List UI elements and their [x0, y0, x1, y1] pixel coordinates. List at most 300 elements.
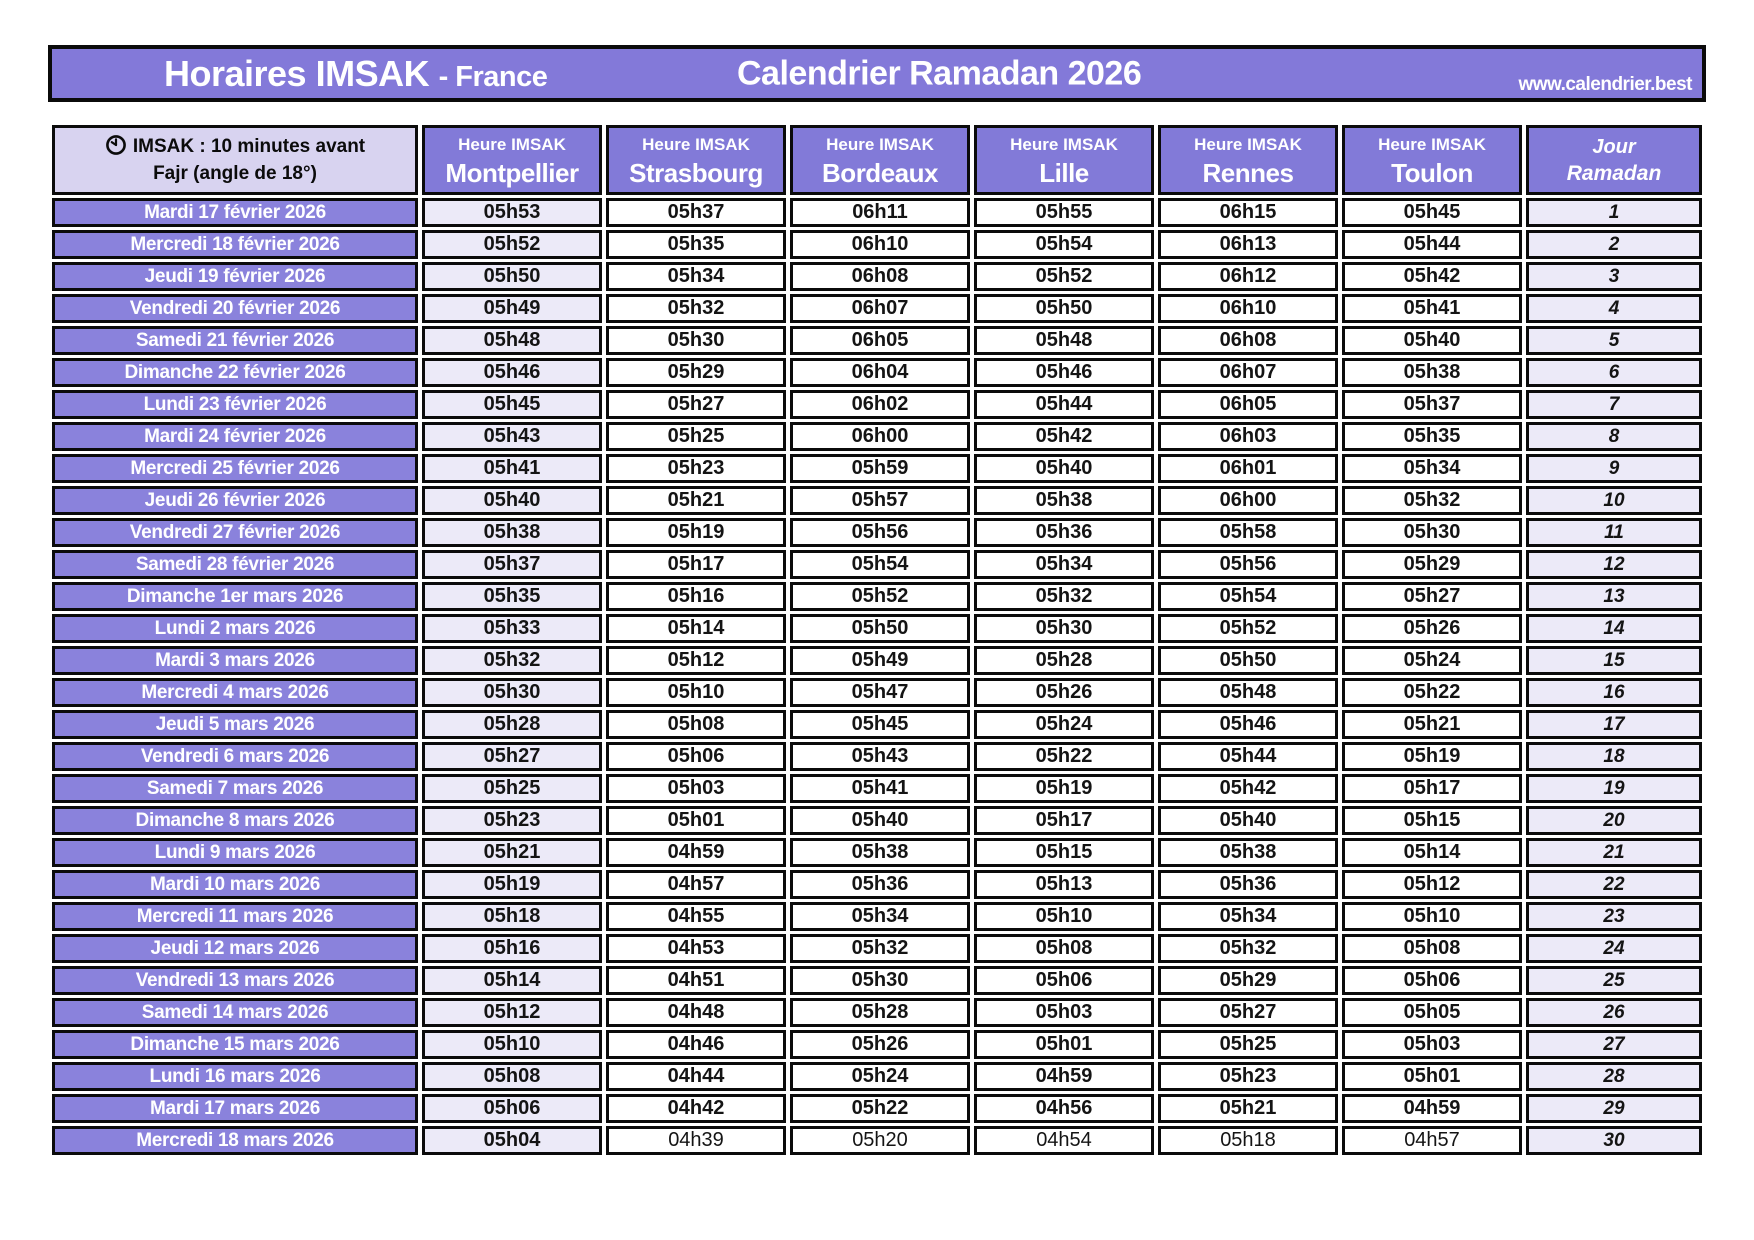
time-cell-strasbourg: 05h19 — [606, 518, 786, 547]
time-cell-toulon: 05h21 — [1342, 710, 1522, 739]
time-cell-bordeaux: 05h56 — [790, 518, 970, 547]
column-header-montpellier — [422, 125, 602, 195]
ramadan-day-cell: 7 — [1526, 390, 1702, 419]
column-subtitle: Heure IMSAK — [642, 135, 750, 154]
date-cell: Samedi 14 mars 2026 — [52, 998, 418, 1027]
time-cell-toulon: 05h14 — [1342, 838, 1522, 867]
time-cell-montpellier: 05h48 — [422, 326, 602, 355]
table-body — [52, 198, 1702, 1155]
time-cell-strasbourg: 04h42 — [606, 1094, 786, 1123]
page-title-region: - France — [438, 60, 548, 93]
time-cell-lille: 04h54 — [974, 1126, 1154, 1155]
time-cell-rennes: 06h03 — [1158, 422, 1338, 451]
table-row — [52, 838, 1702, 867]
column-header-rennes — [1158, 125, 1338, 195]
ramadan-day-header-line1: Jour — [1592, 136, 1636, 158]
time-cell-toulon: 05h27 — [1342, 582, 1522, 611]
time-cell-bordeaux: 05h43 — [790, 742, 970, 771]
time-cell-rennes: 05h56 — [1158, 550, 1338, 579]
ramadan-day-cell: 15 — [1526, 646, 1702, 675]
time-cell-rennes: 05h48 — [1158, 678, 1338, 707]
column-subtitle: Heure IMSAK — [1010, 135, 1118, 154]
clock-icon — [105, 136, 133, 157]
time-cell-bordeaux: 05h20 — [790, 1126, 970, 1155]
time-cell-strasbourg: 04h53 — [606, 934, 786, 963]
ramadan-day-cell: 22 — [1526, 870, 1702, 899]
ramadan-day-cell: 5 — [1526, 326, 1702, 355]
ramadan-day-cell: 13 — [1526, 582, 1702, 611]
date-cell: Vendredi 6 mars 2026 — [52, 742, 418, 771]
time-cell-toulon: 05h01 — [1342, 1062, 1522, 1091]
time-cell-montpellier: 05h37 — [422, 550, 602, 579]
time-cell-montpellier: 05h50 — [422, 262, 602, 291]
time-cell-strasbourg: 04h39 — [606, 1126, 786, 1155]
time-cell-montpellier: 05h32 — [422, 646, 602, 675]
time-cell-montpellier: 05h08 — [422, 1062, 602, 1091]
date-cell: Mercredi 11 mars 2026 — [52, 902, 418, 931]
time-cell-lille: 05h36 — [974, 518, 1154, 547]
ramadan-day-cell: 23 — [1526, 902, 1702, 931]
date-cell: Lundi 16 mars 2026 — [52, 1062, 418, 1091]
ramadan-day-cell: 12 — [1526, 550, 1702, 579]
time-cell-strasbourg: 05h08 — [606, 710, 786, 739]
date-cell: Dimanche 15 mars 2026 — [52, 1030, 418, 1059]
website-url: www.calendrier.best — [1518, 74, 1692, 95]
time-cell-rennes: 05h40 — [1158, 806, 1338, 835]
time-cell-bordeaux: 05h40 — [790, 806, 970, 835]
ramadan-day-cell: 3 — [1526, 262, 1702, 291]
time-cell-montpellier: 05h23 — [422, 806, 602, 835]
city-name: Rennes — [1202, 158, 1294, 188]
date-cell: Mercredi 18 février 2026 — [52, 230, 418, 259]
time-cell-lille: 05h22 — [974, 742, 1154, 771]
date-cell: Vendredi 20 février 2026 — [52, 294, 418, 323]
table-row — [52, 646, 1702, 675]
date-cell: Dimanche 22 février 2026 — [52, 358, 418, 387]
column-header-lille — [974, 125, 1154, 195]
time-cell-strasbourg: 05h34 — [606, 262, 786, 291]
date-cell: Dimanche 8 mars 2026 — [52, 806, 418, 835]
city-name: Lille — [1039, 158, 1089, 188]
ramadan-day-cell: 26 — [1526, 998, 1702, 1027]
table-row — [52, 934, 1702, 963]
time-cell-bordeaux: 05h45 — [790, 710, 970, 739]
time-cell-toulon: 05h22 — [1342, 678, 1522, 707]
column-header-ramadan-day — [1526, 125, 1702, 195]
time-cell-toulon: 05h24 — [1342, 646, 1522, 675]
imsak-definition-header — [52, 125, 418, 195]
time-cell-montpellier: 05h45 — [422, 390, 602, 419]
time-cell-lille: 05h50 — [974, 294, 1154, 323]
date-cell: Samedi 21 février 2026 — [52, 326, 418, 355]
time-cell-rennes: 05h29 — [1158, 966, 1338, 995]
time-cell-rennes: 05h54 — [1158, 582, 1338, 611]
time-cell-strasbourg: 05h14 — [606, 614, 786, 643]
date-cell: Vendredi 27 février 2026 — [52, 518, 418, 547]
time-cell-bordeaux: 05h34 — [790, 902, 970, 931]
time-cell-montpellier: 05h16 — [422, 934, 602, 963]
table-row — [52, 486, 1702, 515]
time-cell-strasbourg: 05h21 — [606, 486, 786, 515]
time-cell-toulon: 05h29 — [1342, 550, 1522, 579]
time-cell-toulon: 05h26 — [1342, 614, 1522, 643]
time-cell-montpellier: 05h04 — [422, 1126, 602, 1155]
date-cell: Mardi 10 mars 2026 — [52, 870, 418, 899]
time-cell-bordeaux: 05h59 — [790, 454, 970, 483]
time-cell-toulon: 05h30 — [1342, 518, 1522, 547]
ramadan-day-cell: 21 — [1526, 838, 1702, 867]
time-cell-toulon: 05h05 — [1342, 998, 1522, 1027]
table-row — [52, 998, 1702, 1027]
table-row — [52, 1030, 1702, 1059]
time-cell-strasbourg: 04h55 — [606, 902, 786, 931]
city-name: Bordeaux — [822, 158, 938, 188]
time-cell-strasbourg: 05h37 — [606, 198, 786, 227]
time-cell-montpellier: 05h25 — [422, 774, 602, 803]
time-cell-lille: 05h52 — [974, 262, 1154, 291]
column-subtitle: Heure IMSAK — [826, 135, 934, 154]
ramadan-day-cell: 19 — [1526, 774, 1702, 803]
page-title — [164, 53, 547, 95]
time-cell-lille: 05h08 — [974, 934, 1154, 963]
time-cell-strasbourg: 05h12 — [606, 646, 786, 675]
time-cell-bordeaux: 06h05 — [790, 326, 970, 355]
time-cell-rennes: 06h00 — [1158, 486, 1338, 515]
time-cell-strasbourg: 05h06 — [606, 742, 786, 771]
ramadan-day-cell: 2 — [1526, 230, 1702, 259]
date-cell: Jeudi 26 février 2026 — [52, 486, 418, 515]
date-cell: Mardi 17 mars 2026 — [52, 1094, 418, 1123]
time-cell-lille: 05h28 — [974, 646, 1154, 675]
time-cell-toulon: 05h45 — [1342, 198, 1522, 227]
time-cell-strasbourg: 05h17 — [606, 550, 786, 579]
time-cell-rennes: 06h13 — [1158, 230, 1338, 259]
time-cell-bordeaux: 05h30 — [790, 966, 970, 995]
table-row — [52, 1126, 1702, 1155]
time-cell-toulon: 05h08 — [1342, 934, 1522, 963]
time-cell-montpellier: 05h49 — [422, 294, 602, 323]
date-cell: Lundi 23 février 2026 — [52, 390, 418, 419]
time-cell-montpellier: 05h21 — [422, 838, 602, 867]
date-cell: Samedi 7 mars 2026 — [52, 774, 418, 803]
time-cell-toulon: 05h41 — [1342, 294, 1522, 323]
time-cell-lille: 05h24 — [974, 710, 1154, 739]
time-cell-toulon: 05h12 — [1342, 870, 1522, 899]
table-row — [52, 454, 1702, 483]
date-cell: Mardi 17 février 2026 — [52, 198, 418, 227]
time-cell-bordeaux: 05h32 — [790, 934, 970, 963]
time-cell-bordeaux: 06h04 — [790, 358, 970, 387]
time-cell-toulon: 05h35 — [1342, 422, 1522, 451]
table-row — [52, 966, 1702, 995]
ramadan-day-cell: 14 — [1526, 614, 1702, 643]
time-cell-rennes: 05h52 — [1158, 614, 1338, 643]
time-cell-lille: 05h30 — [974, 614, 1154, 643]
time-cell-lille: 05h44 — [974, 390, 1154, 419]
column-header-strasbourg — [606, 125, 786, 195]
ramadan-day-cell: 16 — [1526, 678, 1702, 707]
time-cell-strasbourg: 04h46 — [606, 1030, 786, 1059]
time-cell-lille: 05h34 — [974, 550, 1154, 579]
time-cell-bordeaux: 05h24 — [790, 1062, 970, 1091]
date-cell: Dimanche 1er mars 2026 — [52, 582, 418, 611]
table-row — [52, 294, 1702, 323]
time-cell-montpellier: 05h30 — [422, 678, 602, 707]
time-cell-montpellier: 05h46 — [422, 358, 602, 387]
time-cell-montpellier: 05h12 — [422, 998, 602, 1027]
time-cell-toulon: 05h32 — [1342, 486, 1522, 515]
time-cell-bordeaux: 06h10 — [790, 230, 970, 259]
table-row — [52, 326, 1702, 355]
imsak-times-table — [48, 122, 1706, 1158]
ramadan-day-cell: 20 — [1526, 806, 1702, 835]
ramadan-day-cell: 29 — [1526, 1094, 1702, 1123]
table-row — [52, 870, 1702, 899]
table-row — [52, 262, 1702, 291]
time-cell-lille: 05h06 — [974, 966, 1154, 995]
time-cell-lille: 05h03 — [974, 998, 1154, 1027]
table-row — [52, 582, 1702, 611]
time-cell-toulon: 05h03 — [1342, 1030, 1522, 1059]
date-cell: Lundi 2 mars 2026 — [52, 614, 418, 643]
time-cell-bordeaux: 05h47 — [790, 678, 970, 707]
time-cell-lille: 05h01 — [974, 1030, 1154, 1059]
table-row — [52, 806, 1702, 835]
time-cell-toulon: 04h57 — [1342, 1126, 1522, 1155]
ramadan-day-cell: 6 — [1526, 358, 1702, 387]
ramadan-day-header-line2: Ramadan — [1566, 162, 1662, 185]
date-cell: Vendredi 13 mars 2026 — [52, 966, 418, 995]
city-name: Toulon — [1391, 158, 1473, 188]
ramadan-day-cell: 4 — [1526, 294, 1702, 323]
time-cell-rennes: 05h23 — [1158, 1062, 1338, 1091]
time-cell-bordeaux: 05h38 — [790, 838, 970, 867]
time-cell-toulon: 05h06 — [1342, 966, 1522, 995]
time-cell-bordeaux: 05h36 — [790, 870, 970, 899]
time-cell-strasbourg: 05h32 — [606, 294, 786, 323]
ramadan-day-cell: 8 — [1526, 422, 1702, 451]
time-cell-toulon: 05h44 — [1342, 230, 1522, 259]
table-row — [52, 230, 1702, 259]
time-cell-bordeaux: 05h57 — [790, 486, 970, 515]
ramadan-day-cell: 24 — [1526, 934, 1702, 963]
time-cell-montpellier: 05h40 — [422, 486, 602, 515]
time-cell-rennes: 05h44 — [1158, 742, 1338, 771]
time-cell-lille: 05h15 — [974, 838, 1154, 867]
date-cell: Lundi 9 mars 2026 — [52, 838, 418, 867]
time-cell-toulon: 05h37 — [1342, 390, 1522, 419]
table-row — [52, 774, 1702, 803]
time-cell-rennes: 05h36 — [1158, 870, 1338, 899]
table-row — [52, 390, 1702, 419]
time-cell-toulon: 05h40 — [1342, 326, 1522, 355]
table-row — [52, 358, 1702, 387]
ramadan-day-cell: 25 — [1526, 966, 1702, 995]
table-row — [52, 1062, 1702, 1091]
ramadan-day-cell: 9 — [1526, 454, 1702, 483]
table-row — [52, 518, 1702, 547]
time-cell-rennes: 05h21 — [1158, 1094, 1338, 1123]
column-subtitle: Heure IMSAK — [1378, 135, 1486, 154]
time-cell-montpellier: 05h10 — [422, 1030, 602, 1059]
city-name: Montpellier — [445, 158, 579, 188]
date-cell: Mercredi 18 mars 2026 — [52, 1126, 418, 1155]
time-cell-toulon: 05h42 — [1342, 262, 1522, 291]
ramadan-day-cell: 10 — [1526, 486, 1702, 515]
date-cell: Mercredi 25 février 2026 — [52, 454, 418, 483]
time-cell-rennes: 06h05 — [1158, 390, 1338, 419]
time-cell-montpellier: 05h18 — [422, 902, 602, 931]
time-cell-rennes: 05h38 — [1158, 838, 1338, 867]
time-cell-lille: 04h56 — [974, 1094, 1154, 1123]
time-cell-strasbourg: 04h57 — [606, 870, 786, 899]
time-cell-bordeaux: 05h54 — [790, 550, 970, 579]
column-header-bordeaux — [790, 125, 970, 195]
time-cell-lille: 05h13 — [974, 870, 1154, 899]
ramadan-day-cell: 30 — [1526, 1126, 1702, 1155]
time-cell-lille: 05h17 — [974, 806, 1154, 835]
time-cell-montpellier: 05h38 — [422, 518, 602, 547]
time-cell-lille: 05h42 — [974, 422, 1154, 451]
time-cell-rennes: 06h12 — [1158, 262, 1338, 291]
ramadan-day-cell: 1 — [1526, 198, 1702, 227]
time-cell-bordeaux: 05h50 — [790, 614, 970, 643]
time-cell-rennes: 05h32 — [1158, 934, 1338, 963]
table-row — [52, 198, 1702, 227]
column-subtitle: Heure IMSAK — [458, 135, 566, 154]
table-row — [52, 710, 1702, 739]
time-cell-lille: 05h10 — [974, 902, 1154, 931]
date-cell: Jeudi 5 mars 2026 — [52, 710, 418, 739]
table-row — [52, 550, 1702, 579]
time-cell-rennes: 05h27 — [1158, 998, 1338, 1027]
date-cell: Jeudi 12 mars 2026 — [52, 934, 418, 963]
time-cell-montpellier: 05h19 — [422, 870, 602, 899]
date-cell: Mercredi 4 mars 2026 — [52, 678, 418, 707]
time-cell-montpellier: 05h06 — [422, 1094, 602, 1123]
time-cell-strasbourg: 05h25 — [606, 422, 786, 451]
time-cell-rennes: 05h50 — [1158, 646, 1338, 675]
date-cell: Mardi 3 mars 2026 — [52, 646, 418, 675]
ramadan-day-cell: 17 — [1526, 710, 1702, 739]
time-cell-rennes: 05h42 — [1158, 774, 1338, 803]
time-cell-lille: 05h48 — [974, 326, 1154, 355]
time-cell-strasbourg: 04h44 — [606, 1062, 786, 1091]
time-cell-montpellier: 05h28 — [422, 710, 602, 739]
time-cell-lille: 05h32 — [974, 582, 1154, 611]
time-cell-rennes: 06h01 — [1158, 454, 1338, 483]
table-row — [52, 742, 1702, 771]
time-cell-montpellier: 05h53 — [422, 198, 602, 227]
time-cell-rennes: 06h10 — [1158, 294, 1338, 323]
time-cell-lille: 05h38 — [974, 486, 1154, 515]
time-cell-rennes: 06h15 — [1158, 198, 1338, 227]
ramadan-day-cell: 18 — [1526, 742, 1702, 771]
time-cell-toulon: 05h17 — [1342, 774, 1522, 803]
time-cell-montpellier: 05h35 — [422, 582, 602, 611]
time-cell-montpellier: 05h33 — [422, 614, 602, 643]
time-cell-toulon: 04h59 — [1342, 1094, 1522, 1123]
date-cell: Mardi 24 février 2026 — [52, 422, 418, 451]
time-cell-toulon: 05h10 — [1342, 902, 1522, 931]
ramadan-day-cell: 11 — [1526, 518, 1702, 547]
time-cell-rennes: 05h18 — [1158, 1126, 1338, 1155]
date-cell: Samedi 28 février 2026 — [52, 550, 418, 579]
table-row — [52, 678, 1702, 707]
time-cell-strasbourg: 05h16 — [606, 582, 786, 611]
time-cell-strasbourg: 05h35 — [606, 230, 786, 259]
time-cell-rennes: 06h08 — [1158, 326, 1338, 355]
table-row — [52, 902, 1702, 931]
time-cell-strasbourg: 04h59 — [606, 838, 786, 867]
column-header-toulon — [1342, 125, 1522, 195]
time-cell-lille: 04h59 — [974, 1062, 1154, 1091]
time-cell-montpellier: 05h52 — [422, 230, 602, 259]
time-cell-montpellier: 05h41 — [422, 454, 602, 483]
time-cell-bordeaux: 05h26 — [790, 1030, 970, 1059]
time-cell-bordeaux: 05h52 — [790, 582, 970, 611]
time-cell-strasbourg: 05h23 — [606, 454, 786, 483]
table-row — [52, 422, 1702, 451]
header-banner — [48, 45, 1706, 102]
time-cell-lille: 05h40 — [974, 454, 1154, 483]
time-cell-bordeaux: 06h02 — [790, 390, 970, 419]
ramadan-day-cell: 27 — [1526, 1030, 1702, 1059]
ramadan-day-cell: 28 — [1526, 1062, 1702, 1091]
time-cell-strasbourg: 05h03 — [606, 774, 786, 803]
time-cell-montpellier: 05h27 — [422, 742, 602, 771]
time-cell-lille: 05h46 — [974, 358, 1154, 387]
time-cell-bordeaux: 05h22 — [790, 1094, 970, 1123]
time-cell-lille: 05h55 — [974, 198, 1154, 227]
time-cell-bordeaux: 05h41 — [790, 774, 970, 803]
calendar-title: Calendrier Ramadan 2026 — [737, 54, 1142, 92]
time-cell-lille: 05h54 — [974, 230, 1154, 259]
time-cell-rennes: 05h34 — [1158, 902, 1338, 931]
time-cell-lille: 05h19 — [974, 774, 1154, 803]
time-cell-rennes: 05h25 — [1158, 1030, 1338, 1059]
imsak-definition-line1: IMSAK : 10 minutes avant — [132, 136, 366, 157]
time-cell-montpellier: 05h43 — [422, 422, 602, 451]
time-cell-toulon: 05h34 — [1342, 454, 1522, 483]
time-cell-montpellier: 05h14 — [422, 966, 602, 995]
time-cell-rennes: 05h58 — [1158, 518, 1338, 547]
table-row — [52, 614, 1702, 643]
time-cell-toulon: 05h38 — [1342, 358, 1522, 387]
time-cell-strasbourg: 05h29 — [606, 358, 786, 387]
time-cell-strasbourg: 05h27 — [606, 390, 786, 419]
table-header-row — [52, 125, 1702, 195]
table-row — [52, 1094, 1702, 1123]
time-cell-strasbourg: 05h01 — [606, 806, 786, 835]
city-name: Strasbourg — [629, 158, 763, 188]
time-cell-bordeaux: 06h00 — [790, 422, 970, 451]
time-cell-toulon: 05h19 — [1342, 742, 1522, 771]
column-subtitle: Heure IMSAK — [1194, 135, 1302, 154]
time-cell-strasbourg: 05h10 — [606, 678, 786, 707]
time-cell-toulon: 05h15 — [1342, 806, 1522, 835]
time-cell-bordeaux: 06h08 — [790, 262, 970, 291]
time-cell-bordeaux: 06h11 — [790, 198, 970, 227]
time-cell-lille: 05h26 — [974, 678, 1154, 707]
time-cell-bordeaux: 06h07 — [790, 294, 970, 323]
time-cell-strasbourg: 05h30 — [606, 326, 786, 355]
time-cell-strasbourg: 04h48 — [606, 998, 786, 1027]
time-cell-bordeaux: 05h28 — [790, 998, 970, 1027]
date-cell: Jeudi 19 février 2026 — [52, 262, 418, 291]
page-title-main: Horaires IMSAK — [164, 52, 430, 94]
time-cell-strasbourg: 04h51 — [606, 966, 786, 995]
